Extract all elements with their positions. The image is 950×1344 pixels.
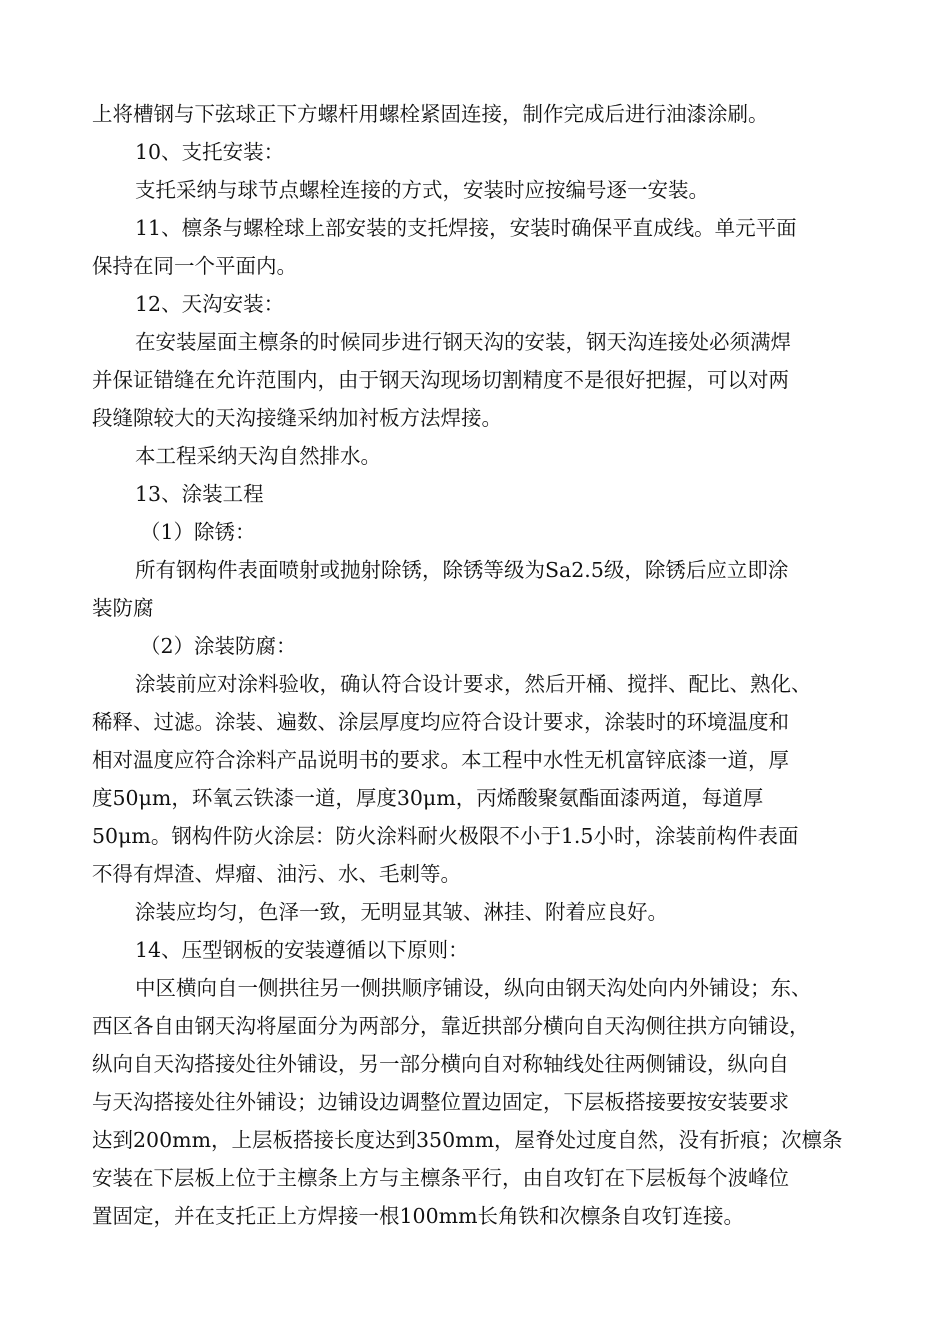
text-line: 上将槽钢与下弦球正下方螺杆用螺栓紧固连接，制作完成后进行油漆涂刷。 [92,102,769,126]
text-line: 涂装应均匀，色泽一致，无明显其皱、淋挂、附着应良好。 [135,900,668,924]
text-line: 相对温度应符合涂料产品说明书的要求。本工程中水性无机富锌底漆一道，厚 [92,748,789,772]
text-line: 纵向自天沟搭接处往外铺设，另一部分横向自对称轴线处往两侧铺设，纵向自 [92,1052,789,1076]
text-line: 安装在下层板上位于主檩条上方与主檩条平行，由自攻钉在下层板每个波峰位 [92,1166,789,1190]
text-line: 装防腐 [92,596,154,620]
text-line: 支托采纳与球节点螺栓连接的方式，安装时应按编号逐一安装。 [135,178,709,202]
text-line: 中区横向自一侧拱往另一侧拱顺序铺设，纵向由钢天沟处向内外铺设；东、 [135,976,812,1000]
text-line: 西区各自由钢天沟将屋面分为两部分，靠近拱部分横向自天沟侧往拱方向铺设， [92,1014,810,1038]
section-heading: 14、压型钢板的安装遵循以下原则： [135,938,469,962]
text-line: 度50μm，环氧云铁漆一道，厚度30μm，丙烯酸聚氨酯面漆两道，每道厚 [92,786,764,810]
subsection-heading: （1）除锈： [140,520,256,544]
text-line: 稀释、过滤。涂装、遍数、涂层厚度均应符合设计要求，涂装时的环境温度和 [92,710,789,734]
text-line: 所有钢构件表面喷射或抛射除锈，除锈等级为Sa2.5级，除锈后应立即涂 [135,558,789,582]
text-line: 段缝隙较大的天沟接缝采纳加衬板方法焊接。 [92,406,502,430]
text-line: 涂装前应对涂料验收，确认符合设计要求，然后开桶、搅拌、配比、熟化、 [135,672,812,696]
section-heading: 11、檩条与螺栓球上部安装的支托焊接，安装时确保平直成线。单元平面 [135,216,797,240]
text-line: 在安装屋面主檩条的时候同步进行钢天沟的安装，钢天沟连接处必须满焊 [135,330,791,354]
text-line: 本工程采纳天沟自然排水。 [135,444,381,468]
text-line: 置固定，并在支托正上方焊接一根100mm长角铁和次檩条自攻钉连接。 [92,1204,745,1228]
section-heading: 13、涂装工程 [135,482,264,506]
section-heading: 12、天沟安装： [135,292,285,316]
text-line: 达到200mm，上层板搭接长度达到350mm，屋脊处过度自然，没有折痕；次檩条 [92,1128,843,1152]
text-line: 与天沟搭接处往外铺设；边铺设边调整位置边固定，下层板搭接要按安装要求 [92,1090,789,1114]
subsection-heading: （2）涂装防腐： [140,634,297,658]
text-line: 并保证错缝在允许范围内，由于钢天沟现场切割精度不是很好把握，可以对两 [92,368,789,392]
text-line: 不得有焊渣、焊瘤、油污、水、毛刺等。 [92,862,461,886]
text-line: 50μm。钢构件防火涂层：防火涂料耐火极限不小于1.5小时，涂装前构件表面 [92,824,799,848]
text-line: 保持在同一个平面内。 [92,254,297,278]
section-heading: 10、支托安装： [135,140,285,164]
